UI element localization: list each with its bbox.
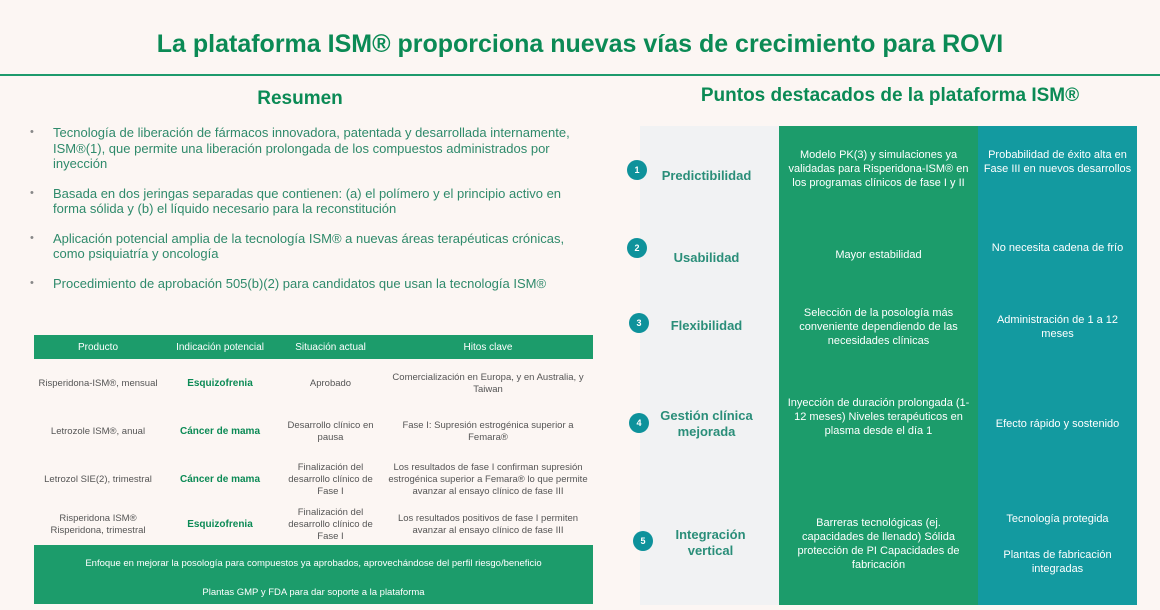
- cell-milestones: Comercialización en Europa, y en Australia, y Taiwan: [392, 372, 584, 395]
- cell-indication: Cáncer de mama: [179, 425, 261, 437]
- table-row: [34, 506, 593, 544]
- title-divider: [0, 74, 1160, 76]
- table-row: [34, 409, 593, 454]
- highlight-label: Predictibilidad: [661, 168, 752, 183]
- table-row: [34, 359, 593, 409]
- column-header: Hitos clave: [463, 341, 513, 353]
- highlight-feature: Inyección de duración prolongada (1-12 meses) Niveles terapéuticos en plasma desde el día 1: [787, 397, 970, 437]
- footer-note: Enfoque en mejorar la posología para compuestos ya aprobados, aprovechándose del perfil riesgo/beneficio: [85, 558, 542, 569]
- highlight-benefit: Plantas de fabricación integradas: [1003, 549, 1112, 575]
- number-badge: 1: [627, 160, 647, 180]
- summary-heading: Resumen: [257, 88, 343, 109]
- cell-product: Letrozole ISM®, anual: [50, 425, 146, 437]
- number-badge: 4: [629, 413, 649, 433]
- highlight-label: Integración vertical: [675, 527, 746, 558]
- highlight-benefit: Tecnología protegida: [1006, 513, 1109, 525]
- column-header: Situación actual: [295, 341, 366, 353]
- cell-milestones: Los resultados de fase I confirman supresión estrogénica superior a Femara® lo que permite avanzar al ensayo clínico de fase III: [388, 462, 588, 497]
- number-badge: 5: [633, 531, 653, 551]
- number-badge: 3: [629, 313, 649, 333]
- bullet-item: • Aplicación potencial amplia de la tecnología ISM® a nuevas áreas terapéuticas crónicas, como psiquiatría y oncología: [30, 231, 590, 262]
- highlight-label: Gestión clínica mejorada: [660, 408, 753, 439]
- table-footer: [34, 545, 593, 604]
- cell-status: Finalización del desarrollo clínico de Fase I: [288, 507, 373, 542]
- highlights-heading: Puntos destacados de la plataforma ISM®: [700, 85, 1080, 106]
- highlight-feature: Selección de la posología más conveniente dependiendo de las necesidades clínicas: [799, 307, 958, 347]
- bullet-item: • Tecnología de liberación de fármacos innovadora, patentada y desarrollada internamente, ISM®(1), que permite una liberación prolongada de los compuestos administrados por inyección: [30, 125, 590, 172]
- highlight-feature: Barreras tecnológicas (ej. capacidades de llenado) Sólida protección de PI Capacidades de fabricación: [797, 517, 960, 571]
- table-row: [34, 454, 593, 506]
- highlight-benefit: Administración de 1 a 12 meses: [996, 314, 1119, 340]
- column-header: Indicación potencial: [176, 341, 264, 353]
- cell-status: Finalización del desarrollo clínico de Fase I: [288, 462, 373, 497]
- cell-product: Risperidona-ISM®, mensual: [38, 378, 158, 389]
- highlight-benefit: Efecto rápido y sostenido: [995, 418, 1120, 430]
- cell-indication: Esquizofrenia: [187, 519, 253, 530]
- bullet-item: • Procedimiento de aprobación 505(b)(2) para candidatos que usan la tecnología ISM®: [30, 276, 590, 292]
- cell-milestones: Los resultados positivos de fase I permiten avanzar al ensayo clínico de fase III: [397, 513, 579, 536]
- cell-status: Aprobado: [309, 378, 352, 389]
- cell-indication: Esquizofrenia: [187, 378, 253, 389]
- benefits-panel: [978, 126, 1137, 605]
- summary-bullets: [30, 125, 590, 305]
- highlight-feature: Mayor estabilidad: [835, 249, 922, 261]
- highlight-label: Usabilidad: [673, 250, 740, 265]
- table-header: [34, 335, 593, 359]
- footer-note: Plantas GMP y FDA para dar soporte a la plataforma: [202, 587, 425, 598]
- highlight-label: Flexibilidad: [670, 318, 743, 333]
- cell-milestones: Fase I: Supresión estrogénica superior a Femara®: [402, 419, 574, 443]
- highlight-feature: Modelo PK(3) y simulaciones ya validadas para Risperidona-ISM® en los programas clínicos de fase I y II: [788, 149, 969, 189]
- bullet-item: • Basada en dos jeringas separadas que contienen: (a) el polímero y el principio activo en forma sólida y (b) el líquido necesario para la reconstitución: [30, 186, 590, 217]
- highlight-benefit: No necesita cadena de frío: [991, 242, 1124, 254]
- cell-indication: Cáncer de mama: [179, 474, 261, 485]
- pipeline-table: [34, 335, 593, 544]
- column-header: Producto: [77, 341, 119, 353]
- cell-product: Letrozol SIE(2), trimestral: [44, 474, 152, 485]
- page-title: La plataforma ISM® proporciona nuevas vías de crecimiento para ROVI: [156, 30, 1004, 58]
- number-badge: 2: [627, 238, 647, 258]
- highlight-benefit: Probabilidad de éxito alta en Fase III en nuevos desarrollos: [983, 149, 1132, 175]
- cell-status: Desarrollo clínico en pausa: [287, 419, 374, 443]
- cell-product: Risperidona ISM® Risperidona, trimestral: [50, 513, 146, 536]
